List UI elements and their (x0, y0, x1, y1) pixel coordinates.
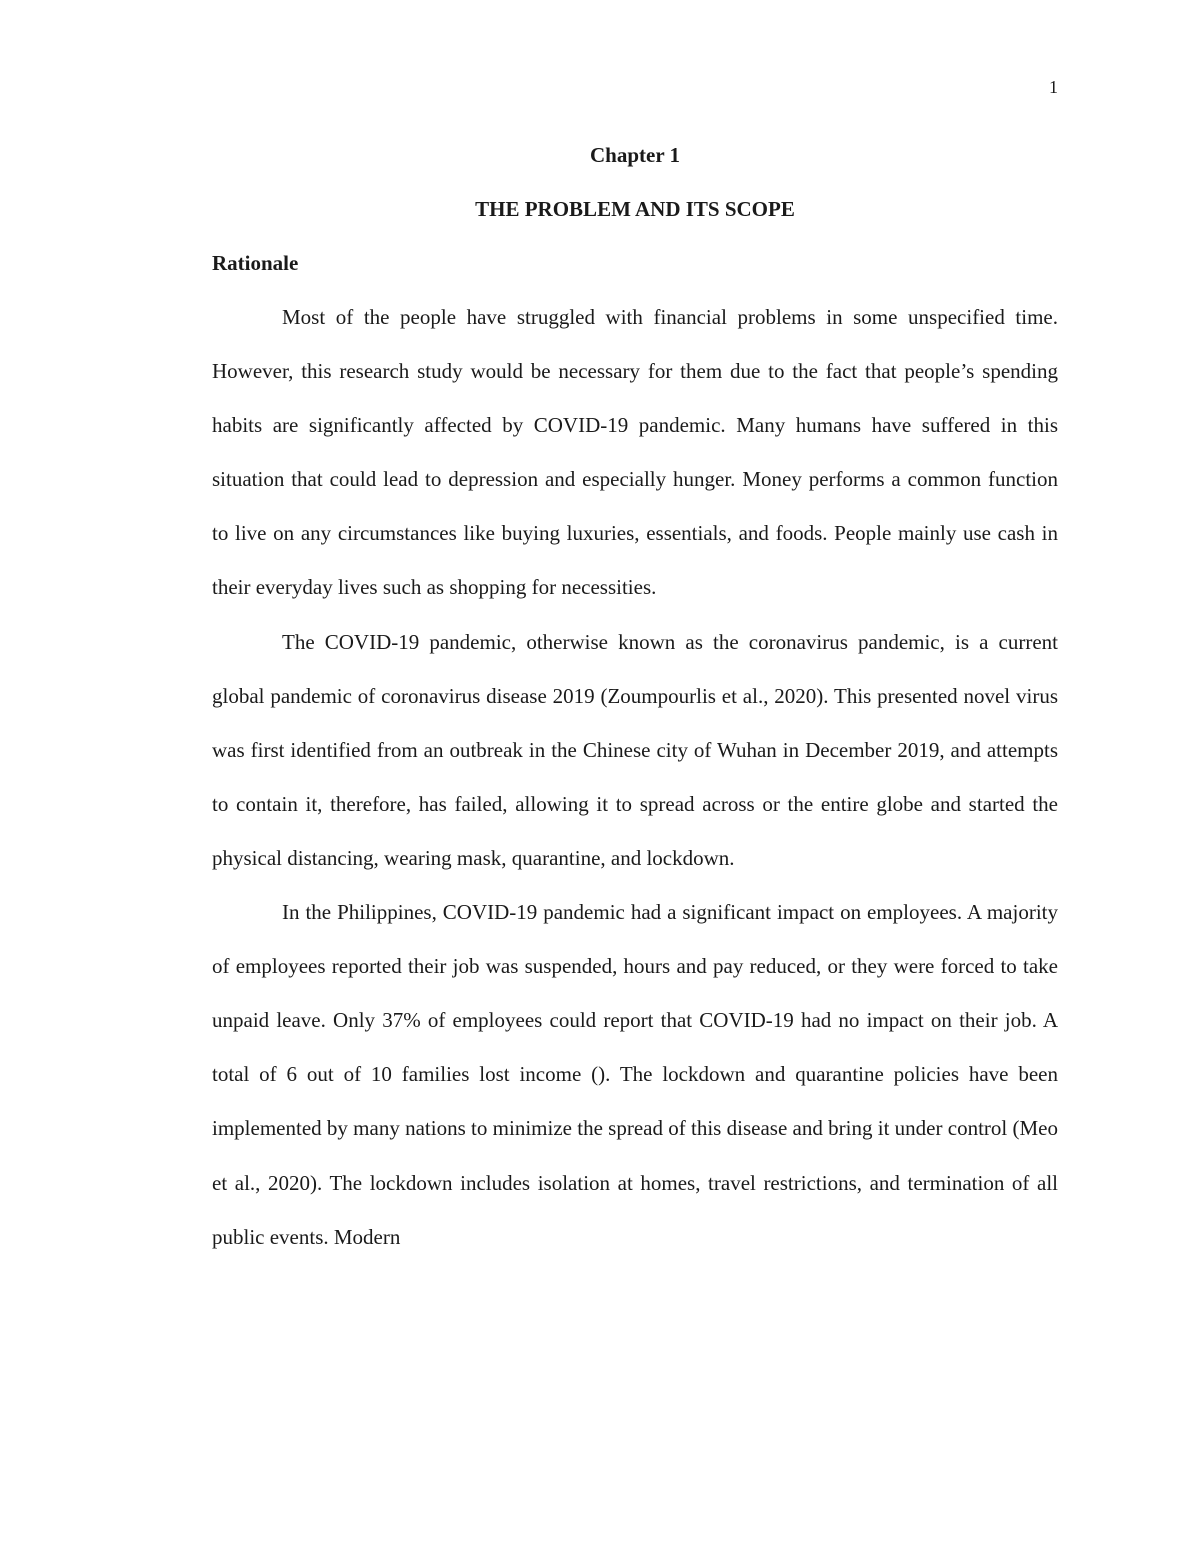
document-body (212, 128, 1058, 1264)
page-number: 1 (1049, 77, 1058, 97)
section-heading: Rationale (212, 251, 299, 275)
chapter-title: Chapter 1 (589, 143, 681, 167)
paragraph-spending-habits: Most of the people have struggled with financial problems in some unspecified time. However, this research study would be necessary for them due to the fact that people’s spending habits are significantly affected by COVID-19 pandemic. Many humans have suffered in this situation that could lead to depression and especially hunger. Money performs a common function to live on any circumstances like buying luxuries, essentials, and foods. People mainly use cash in their everyday lives such as shopping for necessities. (212, 305, 1058, 600)
chapter-subtitle: THE PROBLEM AND ITS SCOPE (475, 197, 795, 221)
paragraph-covid-pandemic: The COVID-19 pandemic, otherwise known as the coronavirus pandemic, is a current global pandemic of coronavirus disease 2019 (Zoumpourlis et al., 2020). This presented novel virus was first identified from an outbreak in the Chinese city of Wuhan in December 2019, and attempts to contain it, therefore, has failed, allowing it to spread across or the entire globe and started the physical distancing, wearing mask, quarantine, and lockdown. (212, 629, 1058, 870)
paragraph-philippines-impact: In the Philippines, COVID-19 pandemic had a significant impact on employees. A majority of employees reported their job was suspended, hours and pay reduced, or they were forced to take unpaid leave. Only 37% of employees could report that COVID-19 had no impact on their job. A total of 6 out of 10 families lost income (). The lockdown and quarantine policies have been implemented by many nations to minimize the spread of this disease and bring it under control (Meo et al., 2020). The lockdown includes isolation at homes, travel restrictions, and termination of all public events. Modern (212, 900, 1058, 1249)
